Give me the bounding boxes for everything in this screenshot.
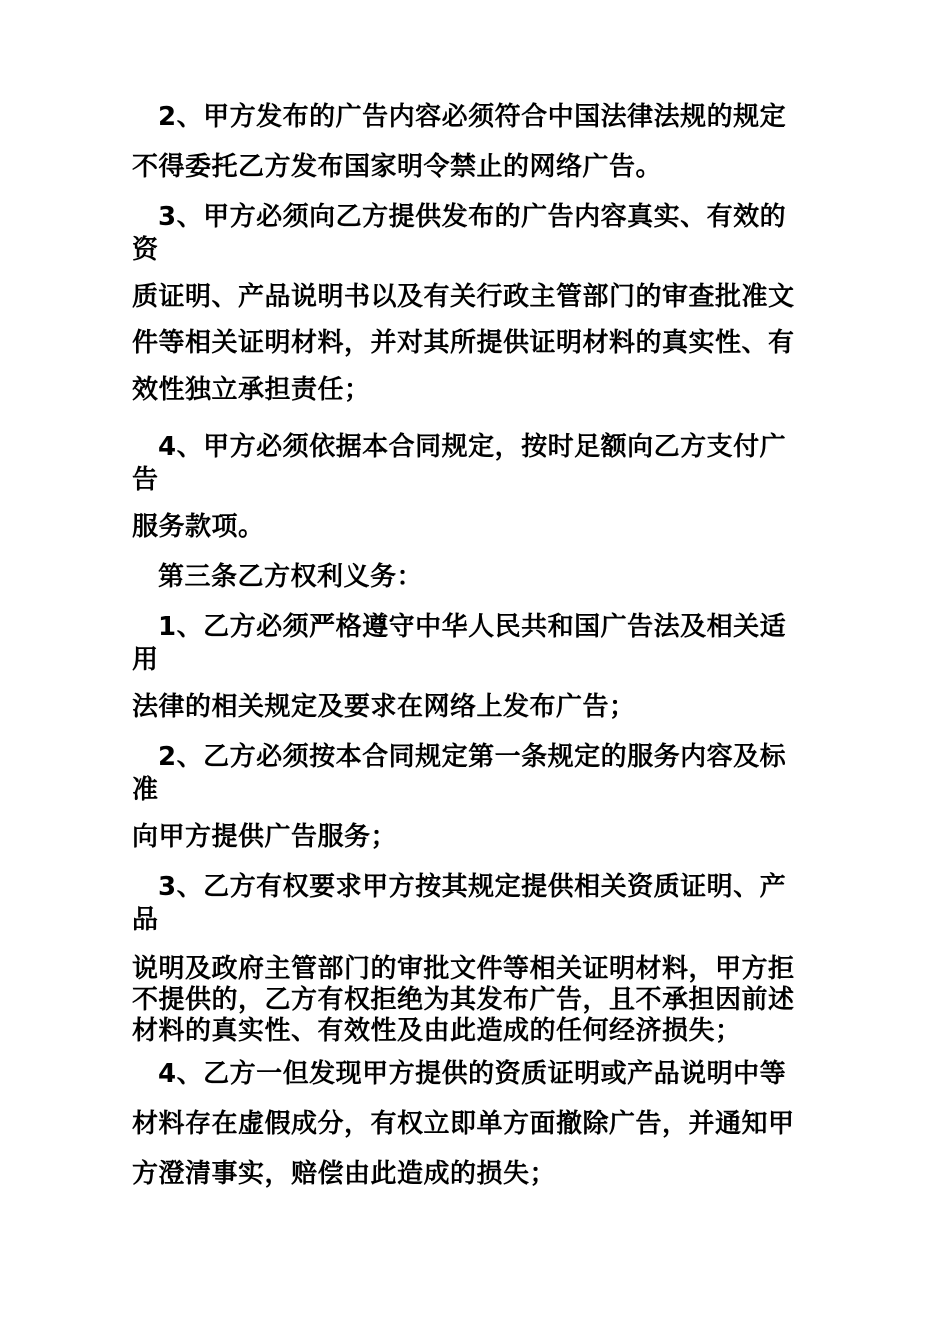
paragraph-line: 不提供的，乙方有权拒绝为其发布广告，且不承担因前述 — [132, 985, 795, 1015]
paragraph-line: 3、甲方必须向乙方提供发布的广告内容真实、有效的 — [158, 202, 787, 232]
paragraph-line: 2、乙方必须按本合同规定第一条规定的服务内容及标 — [158, 742, 787, 772]
paragraph-line: 3、乙方有权要求甲方按其规定提供相关资质证明、产 — [158, 872, 787, 902]
paragraph-line: 质证明、产品说明书以及有关行政主管部门的审查批准文 — [132, 282, 795, 312]
paragraph-line: 4、乙方一但发现甲方提供的资质证明或产品说明中等 — [158, 1059, 787, 1089]
paragraph-line: 告 — [132, 465, 159, 495]
paragraph-line: 材料的真实性、有效性及由此造成的任何经济损失； — [132, 1016, 742, 1046]
paragraph-line: 品 — [132, 905, 159, 935]
paragraph-line: 准 — [132, 775, 159, 805]
paragraph-line: 说明及政府主管部门的审批文件等相关证明材料，甲方拒 — [132, 954, 795, 984]
paragraph-line: 件等相关证明材料，并对其所提供证明材料的真实性、有 — [132, 328, 795, 358]
section-heading: 第三条乙方权利义务： — [158, 562, 424, 592]
paragraph-line: 1、乙方必须严格遵守中华人民共和国广告法及相关适 — [158, 612, 787, 642]
paragraph-line: 用 — [132, 645, 159, 675]
paragraph-line: 向甲方提供广告服务； — [132, 822, 398, 852]
paragraph-line: 法律的相关规定及要求在网络上发布广告； — [132, 692, 636, 722]
paragraph-line: 2、甲方发布的广告内容必须符合中国法律法规的规定 — [158, 102, 787, 132]
paragraph-line: 不得委托乙方发布国家明令禁止的网络广告。 — [132, 152, 663, 182]
paragraph-line: 4、甲方必须依据本合同规定，按时足额向乙方支付广 — [158, 432, 787, 462]
paragraph-line: 服务款项。 — [132, 512, 265, 542]
paragraph-line: 资 — [132, 235, 159, 265]
paragraph-line: 效性独立承担责任； — [132, 375, 371, 405]
paragraph-line: 材料存在虚假成分，有权立即单方面撤除广告，并通知甲 — [132, 1109, 795, 1139]
paragraph-line: 方澄清事实，赔偿由此造成的损失； — [132, 1159, 557, 1189]
